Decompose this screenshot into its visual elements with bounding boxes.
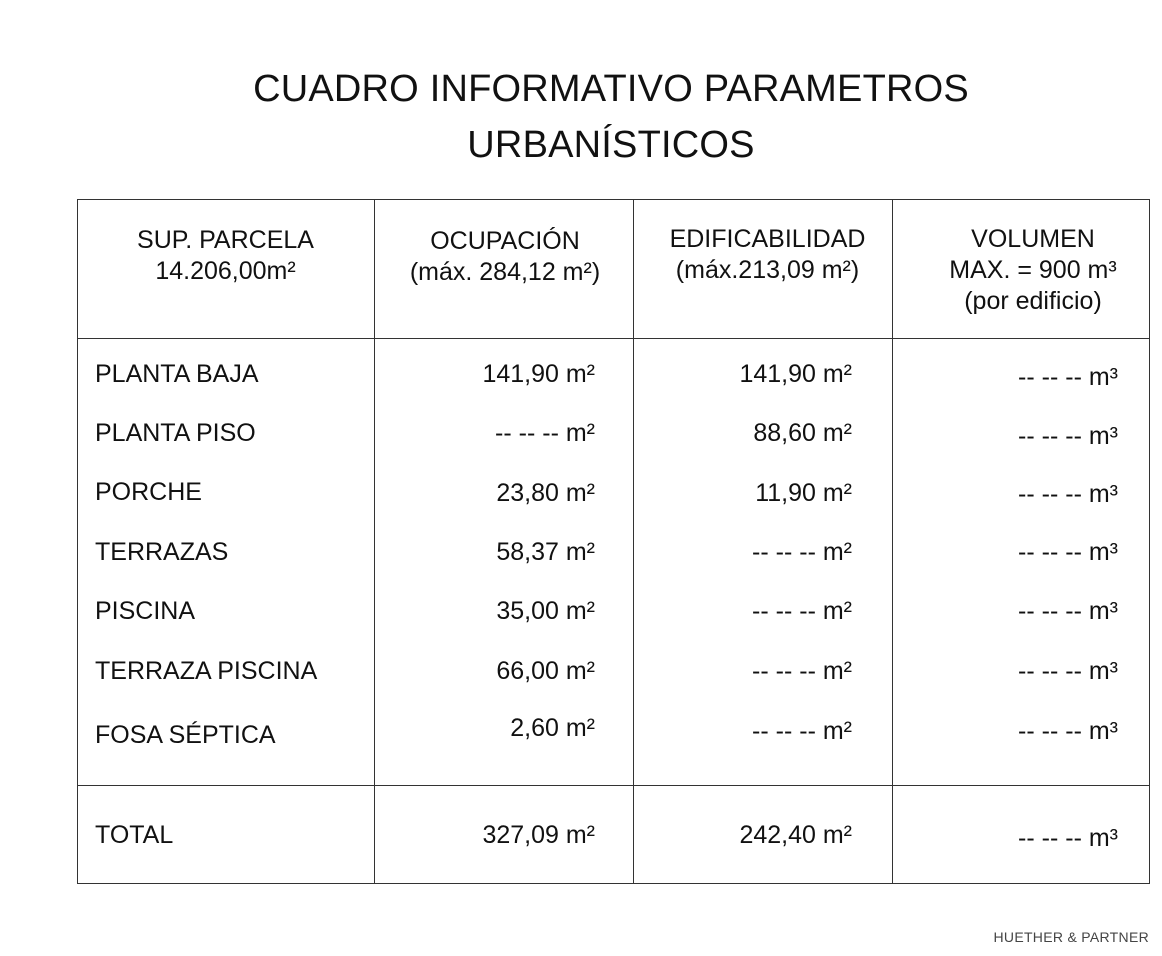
row-ocupacion-terraza-piscina: 66,00 m² <box>496 657 595 685</box>
document-title-line-2: URBANÍSTICOS <box>467 124 755 166</box>
header-volumen <box>892 224 1162 317</box>
row-label-terraza-piscina: TERRAZA PISCINA <box>95 657 318 685</box>
total-label: TOTAL <box>95 821 174 849</box>
row-ocupacion-planta-piso: -- -- -- m² <box>495 419 595 447</box>
header-volumen-note: (por edificio) <box>964 287 1102 315</box>
total-edificabilidad: 242,40 m² <box>739 821 852 849</box>
row-edificabilidad-terrazas: -- -- -- m² <box>752 538 852 566</box>
row-label-terrazas: TERRAZAS <box>95 538 229 566</box>
row-ocupacion-terrazas: 58,37 m² <box>496 538 595 566</box>
header-sup-parcela <box>77 225 374 287</box>
row-label-fosa-septica: FOSA SÉPTICA <box>95 721 276 749</box>
row-label-piscina: PISCINA <box>95 597 196 625</box>
header-divider <box>77 338 1150 339</box>
header-volumen-title: VOLUMEN <box>971 225 1095 253</box>
row-label-porche: PORCHE <box>95 478 202 506</box>
row-volumen-planta-piso: -- -- -- m³ <box>1018 422 1118 450</box>
row-volumen-porche: -- -- -- m³ <box>1018 480 1118 508</box>
total-ocupacion: 327,09 m² <box>482 821 595 849</box>
row-edificabilidad-fosa-septica: -- -- -- m² <box>752 717 852 745</box>
row-ocupacion-piscina: 35,00 m² <box>496 597 595 625</box>
total-volumen: -- -- -- m³ <box>1018 824 1118 852</box>
header-ocupacion-title: OCUPACIÓN <box>430 227 580 255</box>
total-divider <box>77 785 1150 786</box>
row-label-planta-piso: PLANTA PISO <box>95 419 256 447</box>
header-edificabilidad-title: EDIFICABILIDAD <box>669 225 866 253</box>
row-edificabilidad-terraza-piscina: -- -- -- m² <box>752 657 852 685</box>
row-volumen-terrazas: -- -- -- m³ <box>1018 538 1118 566</box>
header-volumen-max: MAX. = 900 m³ <box>949 256 1117 284</box>
column-divider-2 <box>633 199 634 884</box>
row-volumen-terraza-piscina: -- -- -- m³ <box>1018 657 1118 685</box>
author-credit: HUETHER & PARTNER <box>993 929 1149 945</box>
row-ocupacion-planta-baja: 141,90 m² <box>482 360 595 388</box>
header-edificabilidad-max: (máx.213,09 m²) <box>675 256 860 284</box>
row-ocupacion-porche: 23,80 m² <box>496 479 595 507</box>
header-sup-parcela-title: SUP. PARCELA <box>137 226 314 254</box>
row-volumen-planta-baja: -- -- -- m³ <box>1018 363 1118 391</box>
header-ocupacion <box>374 226 636 288</box>
row-edificabilidad-planta-baja: 141,90 m² <box>739 360 852 388</box>
row-edificabilidad-planta-piso: 88,60 m² <box>753 419 852 447</box>
row-volumen-fosa-septica: -- -- -- m³ <box>1018 717 1118 745</box>
header-sup-parcela-value: 14.206,00m² <box>155 257 296 285</box>
document-title-line-1: CUADRO INFORMATIVO PARAMETROS <box>253 68 969 110</box>
header-ocupacion-max: (máx. 284,12 m²) <box>409 258 601 286</box>
column-divider-1 <box>374 199 375 884</box>
row-volumen-piscina: -- -- -- m³ <box>1018 597 1118 625</box>
row-edificabilidad-piscina: -- -- -- m² <box>752 597 852 625</box>
row-edificabilidad-porche: 11,90 m² <box>755 479 852 507</box>
row-ocupacion-fosa-septica: 2,60 m² <box>510 714 595 742</box>
row-label-planta-baja: PLANTA BAJA <box>95 360 259 388</box>
header-edificabilidad <box>633 224 902 286</box>
